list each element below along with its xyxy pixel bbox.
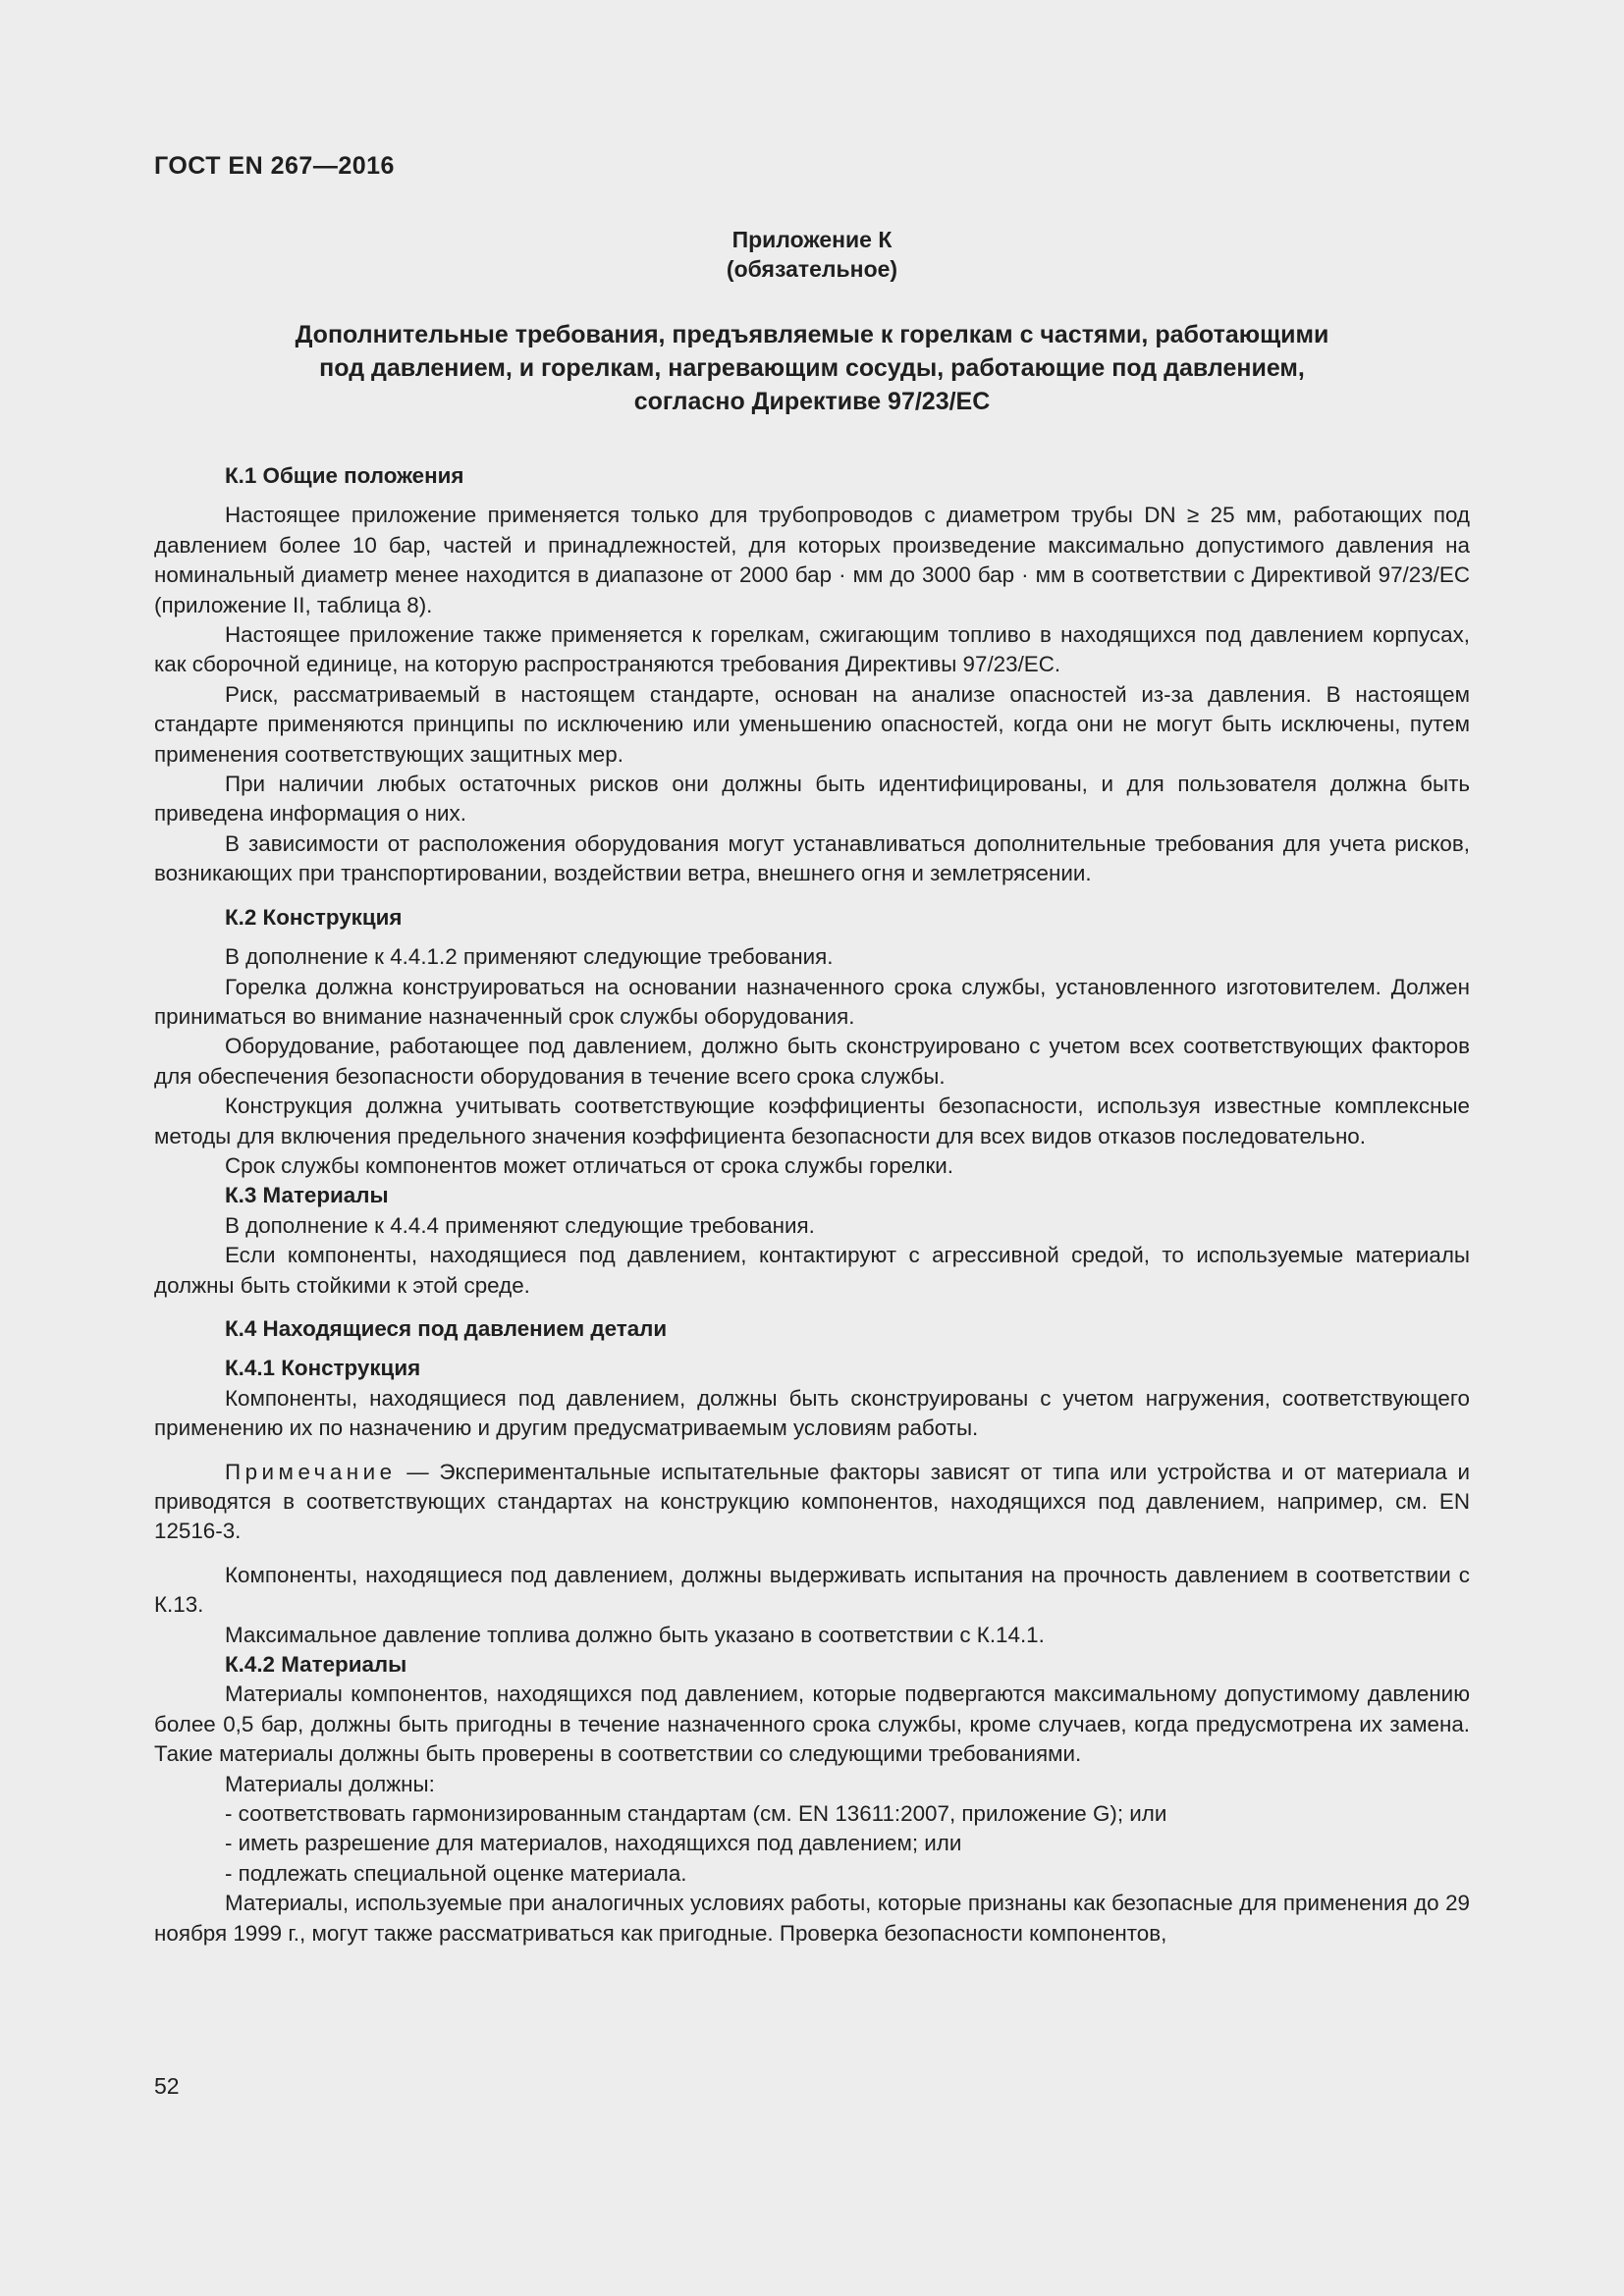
paragraph: Настоящее приложение также применяется к горелкам, сжигающим топливо в находящихся под давлением корпусах, как сборочной единице, на которую распространяются требования Директивы 97/23/ЕС. [154,622,1470,677]
section-heading-k3: К.3 Материалы [225,1183,389,1208]
paragraph: Материалы компонентов, находящихся под давлением, которые подвергаются максимальному допустимому давлению более 0,5 бар, должны быть пригодны в течение назначенного срока службы, кроме случаев, когда предусмотрена их замена. Такие материалы должны быть проверены в соответствии со следующими требованиями. [154,1682,1470,1767]
paragraph: Материалы, используемые при аналогичных условиях работы, которые признаны как безопасные для применения до 29 ноября 1999 г., могут также рассматриваться как пригодные. Проверка безопасности компонентов, [154,1891,1470,1946]
paragraph: В дополнение к 4.4.4 применяют следующие требования. [225,1212,815,1238]
paragraph: В дополнение к 4.4.1.2 применяют следующие требования. [225,944,834,970]
paragraph: Конструкция должна учитывать соответствующие коэффициенты безопасности, используя известные комплексные методы для включения предельного значения коэффициента безопасности для всех видов отказов последовательно. [154,1094,1470,1148]
section-heading-k2: К.2 Конструкция [225,904,403,930]
page-number: 52 [154,2073,180,2099]
title-line: Дополнительные требования, предъявляемые к горелкам с частями, работающими [295,321,1329,348]
appendix-title: Приложение К [731,227,893,252]
paragraph: Риск, рассматриваемый в настоящем стандарте, основан на анализе опасностей из-за давления. В настоящем стандарте применяются принципы по исключению или уменьшению опасностей, когда они не могут быть исключены, путем применения соответствующих защитных мер. [154,681,1470,767]
appendix-status: (обязательное) [726,256,898,282]
appendix-subject-title [154,318,1470,418]
list-item: - иметь разрешение для материалов, находящихся под давлением; или [225,1831,962,1856]
paragraph: Настоящее приложение применяется только для трубопроводов с диаметром трубы DN ≥ 25 мм, работающих под давлением более 10 бар, частей и принадлежностей, для которых произведение максимально допустимого давления на номинальный диаметр менее находится в диапазоне от 2000 бар · мм до 3000 бар · мм в соответствии с Директивой 97/23/ЕС (приложение II, таблица 8). [154,503,1470,617]
section-heading-k1: К.1 Общие положения [225,463,464,488]
list-item: - подлежать специальной оценке материала. [225,1860,687,1886]
paragraph: Максимальное давление топлива должно быть указано в соответствии с К.14.1. [225,1622,1045,1647]
title-line: согласно Директиве 97/23/ЕС [633,388,991,415]
note-label: Примечание [225,1459,397,1484]
section-heading-k4: К.4 Находящиеся под давлением детали [225,1315,668,1341]
paragraph: Компоненты, находящиеся под давлением, должны быть сконструированы с учетом нагружения, соответствующего применению их по назначению и другим предусматриваемым условиям работы. [154,1385,1470,1441]
paragraph: В зависимости от расположения оборудования могут устанавливаться дополнительные требования для учета рисков, возникающих при транспортировании, воздействии ветра, внешнего огня и землетрясении. [154,830,1470,886]
paragraph: Материалы должны: [225,1771,435,1796]
paragraph: Если компоненты, находящиеся под давлением, контактируют с агрессивной средой, то используемые материалы должны быть стойкими к этой среде. [154,1243,1470,1298]
subsection-heading-k42: К.4.2 Материалы [225,1652,407,1678]
paragraph: Горелка должна конструироваться на основании назначенного срока службы, установленного изготовителем. Должен приниматься во внимание назначенный срок службы оборудования. [154,974,1470,1029]
appendix-heading [154,225,1470,284]
paragraph: При наличии любых остаточных рисков они должны быть идентифицированы, и для пользователя должна быть приведена информация о них. [154,772,1470,827]
paragraph: Компоненты, находящиеся под давлением, должны выдерживать испытания на прочность давлением в соответствии с К.13. [154,1562,1470,1618]
paragraph: Срок службы компонентов может отличаться от срока службы горелки. [225,1152,953,1178]
paragraph: Оборудование, работающее под давлением, должно быть сконструировано с учетом всех соответствующих факторов для обеспечения безопасности оборудования в течение всего срока службы. [154,1034,1470,1089]
note-paragraph [154,1458,1470,1547]
title-line: под давлением, и горелкам, нагревающим сосуды, работающие под давлением, [319,354,1305,382]
document-id-header: ГОСТ EN 267—2016 [154,152,395,180]
subsection-heading-k41: К.4.1 Конструкция [225,1356,421,1381]
list-item: - соответствовать гармонизированным стандартам (см. EN 13611:2007, приложение G); или [225,1801,1167,1827]
document-body [154,461,1470,1949]
note-text: — Экспериментальные испытательные факторы зависят от типа или устройства и от материала и приводятся в соответствующих стандартах на конструкцию компонентов, находящихся под давлением, например, см. EN 12516-3. [154,1459,1470,1544]
